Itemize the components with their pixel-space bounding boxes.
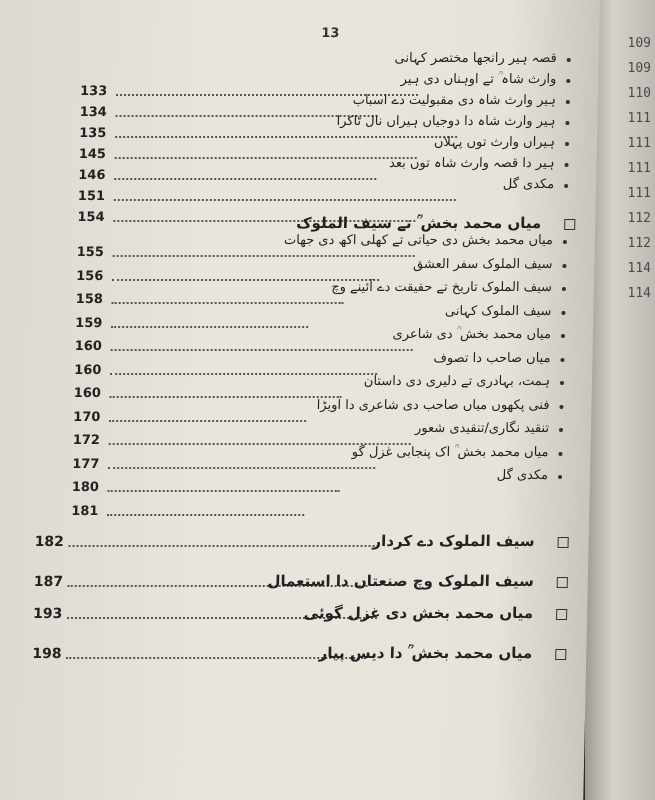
- next-page-number: 111: [627, 186, 651, 201]
- toc-page-number: 182: [34, 534, 65, 550]
- toc-page-number: 193: [32, 606, 63, 622]
- toc-page-number: 181: [71, 503, 99, 519]
- toc-major-entry: [32, 640, 566, 662]
- toc-leader-dots: [69, 545, 379, 547]
- toc-page-number: 146: [78, 168, 106, 183]
- toc-major-entry: [34, 528, 568, 550]
- toc-title: سیف الملوک وچ صنعتاں دا استعمال: [267, 572, 535, 590]
- toc-page-number: 158: [75, 292, 104, 307]
- toc-page-number: 160: [74, 339, 103, 354]
- toc-page-number: 198: [32, 646, 62, 662]
- toc-title: سیف الملوک تاریخ تے حقیقت دے آئینے وچ: [331, 280, 553, 295]
- toc-title: سیف الملوک کہانی: [444, 303, 552, 319]
- checkbox-bullet-icon: [556, 609, 567, 620]
- toc-page-number: 159: [75, 315, 103, 331]
- toc-page-number: 160: [73, 386, 102, 401]
- next-page-number: 111: [627, 136, 651, 151]
- toc-title: ہیر وارث شاہ دا دوجیاں ہیراں نال ٹاکرا: [336, 114, 556, 129]
- toc-entry: [59, 44, 579, 66]
- toc-page-number: 135: [79, 126, 107, 141]
- toc-title: ہمت، بہادری تے دلیری دی داستان: [363, 374, 551, 389]
- toc-title: مکدی گل: [496, 468, 549, 483]
- toc-page-number: 170: [73, 409, 101, 425]
- toc-title: سیف الملوک دے کردار: [372, 532, 535, 550]
- toc-page-number: 180: [71, 480, 100, 495]
- toc-title: میاں محمد بخش دی غزل گوئی: [303, 604, 534, 622]
- toc-page-number: 155: [76, 245, 105, 260]
- toc-page-line: [49, 497, 569, 519]
- toc-page-number: 151: [77, 189, 106, 204]
- toc-title: قصہ ہیر رانجھا مختصر کہانی: [394, 51, 557, 66]
- toc-page-number: 160: [74, 362, 102, 378]
- toc-page-number: 156: [76, 268, 104, 284]
- toc-page-number: 134: [79, 105, 107, 120]
- next-page-number: 109: [627, 36, 651, 51]
- checkbox-bullet-icon: [557, 577, 568, 588]
- next-page-number: 110: [627, 86, 651, 101]
- dot-bullet-icon: [567, 58, 571, 62]
- toc-title: میاں صاحب دا تصوف: [433, 350, 551, 366]
- toc-title: مکدی گل: [502, 177, 555, 192]
- next-page-number: 109: [627, 61, 651, 76]
- toc-title: میاں محمد بخش ؒ دی شاعری: [392, 327, 552, 342]
- toc-title: میاں محمد بخش ؒ اک پنجابی غزل گو: [351, 444, 549, 460]
- toc-title: میاں محمد بخش ؒ تے سیف الملوک: [296, 214, 542, 232]
- toc-page-number: 172: [72, 433, 101, 448]
- toc-title: میاں محمد بخش ؒ دا دیس پیار: [318, 644, 533, 662]
- toc-title: فنی پکھوں میاں صاحب دی شاعری دا اویڑا: [316, 397, 550, 413]
- toc-page-number: 187: [33, 574, 64, 590]
- next-page-number: 111: [627, 161, 651, 176]
- toc-major-entry: [32, 600, 567, 622]
- next-page-number: 114: [627, 261, 651, 276]
- toc-title: سیف الملوک سفر العشق: [412, 256, 553, 272]
- toc-title: وارث شاہ ؒ تے اوہناں دی ہیر: [400, 72, 557, 87]
- checkbox-bullet-icon: [558, 537, 569, 548]
- toc-leader-dots: [107, 514, 304, 516]
- next-page-number: 112: [627, 236, 651, 251]
- toc-title: ہیر وارث شاہ دی مقبولیت دے اسباب: [352, 93, 557, 108]
- next-page-number: 114: [627, 286, 651, 301]
- toc-page-number: 145: [78, 147, 107, 162]
- toc-page-number: 133: [79, 84, 108, 99]
- toc-page-number: 177: [72, 456, 100, 472]
- toc-title: تنقید نگاری/تنقیدی شعور: [414, 421, 550, 436]
- next-page-number: 112: [627, 211, 651, 226]
- next-page-number: 111: [627, 111, 651, 126]
- toc-title: ہیر دا قصہ وارث شاہ توں بعد: [388, 156, 555, 171]
- toc-page-number: 154: [77, 210, 105, 225]
- toc-title: ہیراں وارث توں پہلاں: [433, 135, 556, 150]
- toc-major-entry: [33, 568, 568, 590]
- checkbox-bullet-icon: [555, 649, 566, 660]
- page-number: 13: [321, 26, 340, 41]
- toc-title: میاں محمد بخش دی حیاتی تے کھلی اکھ دی جھات: [283, 233, 554, 248]
